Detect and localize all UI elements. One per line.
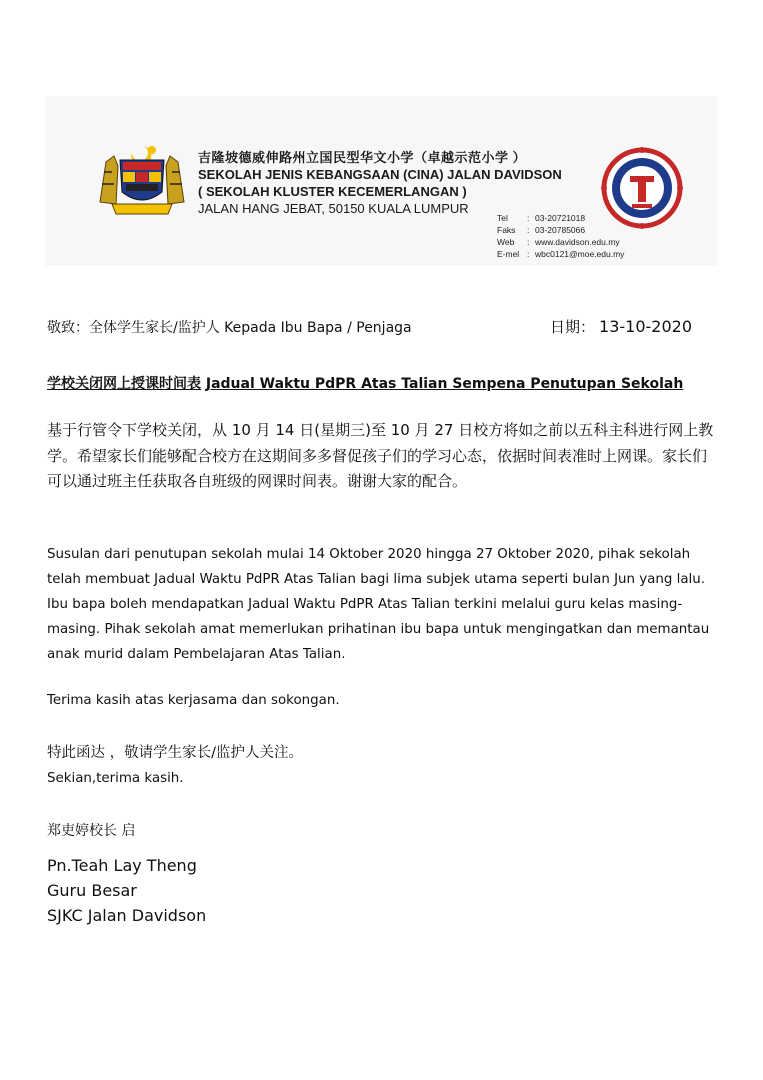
recipient-line: 敬致：全体学生家长/监护人 Kepada Ibu Bapa / Penjaga (47, 320, 412, 336)
contact-value: wbc0121@moe.edu.my (535, 249, 625, 259)
paragraph-malay: Susulan dari penutupan sekolah mulai 14 Oktober 2020 hingga 27 Oktober 2020, pihak sekolah telah membuat Jadual Waktu PdPR Atas Talian bagi lima subjek utama seperti bulan Jun yang lalu. Ibu bapa boleh mendapatkan Jadual Waktu PdPR Atas Talian terkini melalui guru kelas masing-masing. Pihak sekolah amat memerlukan prihatinan ibu bapa untuk mengingatkan dan memantau anak murid dalam Pembelajaran Atas Talian. (47, 547, 710, 662)
signature-chinese: 郑吏婷校长 启 (47, 823, 136, 839)
school-address: JALAN HANG JEBAT, 50150 KUALA LUMPUR (198, 201, 469, 216)
signature-block (47, 853, 206, 928)
school-name: SEKOLAH JENIS KEBANGSAAN (CINA) JALAN DAVIDSON (198, 167, 562, 182)
signature-school: SJKC Jalan Davidson (47, 906, 207, 925)
school-cluster: ( SEKOLAH KLUSTER KECEMERLANGAN ) (198, 184, 467, 199)
contact-row-email: E-mel : wbc0121@moe.edu.my (497, 249, 625, 259)
paragraph-chinese: 基于行管令下学校关闭，从 10 月 14 日(星期三)至 10 月 27 日校方将如之前以五科主科进行网上教学。希望家长们能够配合校方在这期间多多督促孩子们的学习心态，依据时间表准时上网课。家长们可以通过班主任获取各自班级的网课时间表。谢谢大家的配合。 (47, 421, 714, 490)
date-label: 日期： (550, 318, 596, 336)
contact-label: Faks (497, 225, 516, 235)
contact-label: Web (497, 237, 515, 247)
closing-chinese: 特此函达 ，敬请学生家长/监护人关注。 (47, 745, 303, 761)
contact-value: 03-20721018 (535, 213, 586, 223)
signature-title: Guru Besar (47, 881, 137, 900)
signature-name: Pn.Teah Lay Theng (47, 856, 197, 875)
date-value: 13-10-2020 (599, 317, 692, 336)
contact-row-fax: Faks : 03-20785066 (497, 225, 586, 235)
contact-label: Tel (497, 213, 508, 223)
contact-value: 03-20785066 (535, 225, 586, 235)
school-name-chinese: 吉隆坡德威伸路州立国民型华文小学（卓越示范小学 ） (198, 150, 527, 165)
closing-malay: Sekian,terima kasih. (47, 771, 184, 786)
subject-malay: Jadual Waktu PdPR Atas Talian Sempena Penutupan Sekolah (205, 376, 684, 392)
contact-label: E-mel (497, 249, 520, 259)
school-emblem-logo (600, 146, 684, 230)
date-line (550, 316, 692, 337)
school-header (198, 149, 578, 217)
thanks-line: Terima kasih atas kerjasama dan sokongan. (47, 693, 340, 708)
malaysia-crest-logo (96, 142, 188, 220)
contact-value: www.davidson.edu.my (535, 237, 620, 247)
subject-chinese: 学校关闭网上授课时间表 (47, 376, 201, 392)
subject-line (47, 373, 683, 393)
contact-row-tel: Tel : 03-20721018 (497, 213, 586, 223)
contact-row-web: Web : www.davidson.edu.my (497, 237, 620, 247)
